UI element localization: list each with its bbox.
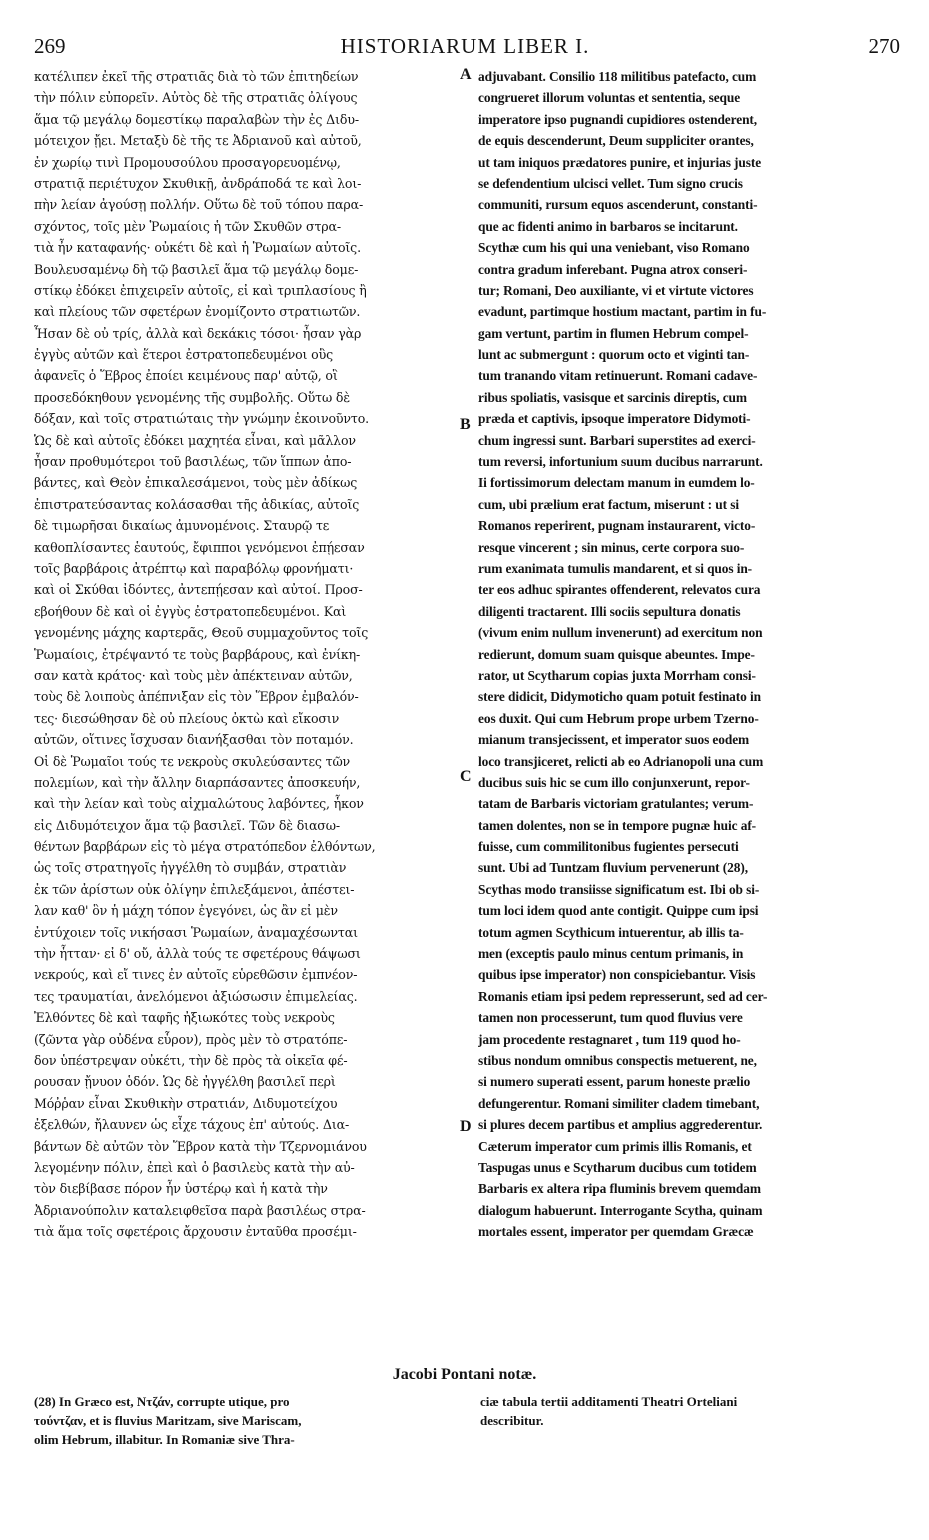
- greek-text-line: Ῥωμαίοις, ἐτρέψαντό τε τοὺς βαρβάρους, καὶ ἐνίκη-: [34, 646, 361, 662]
- latin-text-line: loco transjiceret, relicti ab eo Adrianopoli una cum: [478, 753, 764, 769]
- greek-text-line: καὶ τὴν λείαν καὶ τοὺς αἰχμαλώτους λαβόντες, ἧκον: [34, 796, 364, 812]
- greek-text-line: ἐπιστρατεύσαντας κολάσασθαι τῆς ἀδικίας, αὐτοῖς: [34, 496, 360, 512]
- greek-text-line: ἐγγὺς αὐτῶν καὶ ἕτεροι ἐστρατοπεδευμένοι οὓς: [34, 347, 333, 363]
- latin-text-line: (vivum enim nullum invenerunt) ad exercitum non: [478, 625, 763, 641]
- greek-text-line: τιὰ ἦν καταφανής· οὐκέτι δὲ καὶ ἡ Ῥωμαίων αὐτοῖς.: [34, 240, 361, 256]
- latin-text-line: tamen non processerunt, tum quod fluvius vere: [478, 1010, 743, 1026]
- greek-text-line: καθοπλίσαντες ἑαυτούς, ἔφιπποι γενόμενοι ἐπῄεσαν: [34, 539, 365, 555]
- greek-text-line: δόξαν, καὶ τοῖς στρατιώταις τὴν γνώμην ἐκοινοῦντο.: [34, 411, 370, 427]
- greek-text-line: μότειχον ᾔει. Μεταξὺ δὲ τῆς τε Ἀδριανοῦ καὶ αὐτοῦ,: [34, 133, 362, 149]
- greek-text-line: τιὰ ἅμα τοῖς σφετέροις ἄρχουσιν ἐνταῦθα προσέμι-: [34, 1224, 357, 1240]
- latin-text-line: tum loci idem quod ante contigit. Quippe cum ipsi: [478, 903, 759, 919]
- notes-right-column: [480, 1392, 892, 1430]
- latin-text-line: chum ingressi sunt. Barbari superstites ad exerci-: [478, 432, 756, 448]
- greek-text-line: τοῖς βαρβάροις ἀτρέπτῳ καὶ παραβόλῳ φρονήματι·: [34, 560, 354, 576]
- margin-marker-a: A: [460, 66, 472, 83]
- greek-text-line: νεκρούς, καὶ εἴ τινες ἐν αὐτοῖς εὑρεθῶσιν ἐμπνέον-: [34, 967, 358, 983]
- latin-text-line: quibus ipse imperator) non conspiciebantur. Visis: [478, 967, 756, 983]
- latin-text-line: cum, ubi prælium erat factum, miserunt : ut si: [478, 496, 739, 512]
- greek-text-line: εβοήθουν δὲ καὶ οἱ ἐγγὺς ἐστρατοπεδευμένοι. Καὶ: [34, 603, 347, 619]
- greek-text-line: Ὡς δὲ καὶ αὐτοῖς ἐδόκει μαχητέα εἶναι, καὶ μᾶλλον: [34, 432, 356, 448]
- greek-text-line: γενομένης μάχης καρτερᾶς, Θεοῦ συμμαχοῦντος τοῖς: [34, 625, 369, 641]
- greek-text-line: βάντων δὲ αὐτῶν τὸν Ἕβρον κατὰ τὴν Τζερνομιάνου: [34, 1138, 367, 1154]
- latin-text-line: fuisse, cum commilitonibus fugientes persecuti: [478, 839, 739, 855]
- latin-text-line: tatam de Barbaris victoriam gratulantes; verum-: [478, 796, 754, 812]
- latin-text-line: tum reversi, infortunium suum ducibus narrarunt.: [478, 454, 763, 470]
- margin-marker-d: D: [460, 1118, 472, 1135]
- latin-text-line: que ac fidenti animo in barbaros se incitarunt.: [478, 218, 738, 234]
- greek-text-line: τοὺς δὲ λοιποὺς ἀπέπνιξαν εἰς τὸν Ἕβρον ἐμβαλόν-: [34, 689, 359, 705]
- page-header: [30, 34, 900, 64]
- greek-text-line: κατέλιπεν ἐκεῖ τῆς στρατιᾶς διὰ τὸ τῶν ἐπιτηδείων: [34, 69, 359, 84]
- note-line: τούντζαν, et is fluvius Maritzam, sive Mariscam,: [34, 1413, 302, 1428]
- greek-text-line: προσεδόκηθουν γενομένης τῆς συμβολῆς. Οὕτω δὲ: [34, 389, 350, 405]
- latin-text-line: congrueret illorum voluntas et sententia, seque: [478, 90, 741, 106]
- latin-text-line: diligenti tractarent. Illi sociis sepultura donatis: [478, 603, 741, 619]
- latin-text-line: dialogum habuerunt. Interrogante Scytha, quinam: [478, 1202, 763, 1218]
- latin-text-line: redierunt, domum suam quisque abeuntes. Impe-: [478, 646, 755, 662]
- greek-text-line: ἅμα τῷ μεγάλῳ δομεστίκῳ παραλαβὼν τὴν ἐς Διδυ-: [34, 111, 359, 127]
- margin-marker-b: B: [460, 416, 471, 433]
- greek-text-line: βάντες, καὶ Θεὸν ἐπικαλεσάμενοι, τοὺς μὲν ἀδίκως: [34, 475, 358, 491]
- page-number-right: 270: [868, 34, 900, 58]
- greek-text-line: λαν καθ' ὃν ἡ μάχη τόπον ἐγεγόνει, ὡς ἂν εἰ μὲν: [34, 903, 338, 919]
- latin-text-line: Barbaris ex altera ripa fluminis brevem quemdam: [478, 1181, 761, 1197]
- greek-text-line: Οἱ δὲ Ῥωμαῖοι τούς τε νεκροὺς σκυλεύσαντες τῶν: [34, 753, 351, 769]
- latin-text-line: tur; Romani, Deo auxiliante, vi et virtute victores: [478, 282, 754, 298]
- latin-text-line: adjuvabant. Consilio 118 militibus patefacto, cum: [478, 69, 757, 84]
- greek-text-line: (ζῶντα γὰρ οὐδένα εὗρον), πρὸς μὲν τὸ στρατόπε-: [34, 1031, 348, 1047]
- latin-text-line: totum agmen Scythicum intuerentur, ab illis ta-: [478, 924, 744, 940]
- latin-text-line: rator, ut Scytharum copias juxta Morrham consi-: [478, 667, 756, 683]
- latin-text-line: tum tranando vitam retinuerunt. Romani cadave-: [478, 368, 758, 384]
- page-number-left: 269: [34, 34, 66, 58]
- greek-text-line: ρουσαν ᾔνυον ὁδόν. Ὡς δὲ ἠγγέλθη βασιλεῖ περὶ: [34, 1074, 336, 1090]
- greek-text-line: σαν κατὰ κράτος· καὶ τοὺς μὲν ἀπέκτειναν αὐτῶν,: [34, 667, 353, 683]
- latin-text-line: de equis descenderunt, Deum suppliciter orantes,: [478, 133, 754, 149]
- latin-text-line: defungerentur. Romani similiter cladem timebant,: [478, 1095, 760, 1111]
- greek-text-line: ἀφανεῖς ὁ Ἕβρος ἐποίει κειμένους παρ' αὐτῷ, οἳ: [34, 368, 338, 384]
- latin-text-line: si numero superati essent, parum honeste prælio: [478, 1074, 751, 1090]
- greek-text-column: [34, 66, 460, 1242]
- greek-text-line: Ἐλθόντες δὲ καὶ ταφῆς ἠξιωκότες τοὺς νεκροὺς: [34, 1010, 335, 1026]
- greek-text-line: Ἀδριανούπολιν καταλειφθεῖσα παρὰ βασιλέως στρα-: [34, 1202, 366, 1218]
- greek-text-line: τὴν ἧτταν· εἰ δ' οὔ, ἀλλὰ τούς τε σφετέρους θάψωσι: [34, 946, 361, 962]
- latin-text-line: evadunt, partimque hostium mactant, partim in fu-: [478, 304, 767, 320]
- greek-text-line: καὶ οἱ Σκύθαι ἰδόντες, ἀντεπῄεσαν καὶ αὐτοί. Προσ-: [34, 582, 363, 598]
- latin-text-line: ducibus suis hic se cum illo conjunxerunt, repor-: [478, 774, 750, 790]
- latin-text-line: ut tam iniquos prædatores punire, et injurias juste: [478, 154, 762, 170]
- latin-text-line: tamen dolentes, non se in tempore pugnæ huic af-: [478, 817, 757, 833]
- note-line: describitur.: [480, 1413, 544, 1428]
- greek-text-line: εἰς Διδυμότειχον ἅμα τῷ βασιλεῖ. Τῶν δὲ διασω-: [34, 817, 340, 833]
- latin-text-column: [478, 66, 890, 1242]
- latin-text-line: sunt. Ubi ad Tuntzam fluvium pervenerunt (28),: [478, 860, 748, 876]
- greek-text-line: Βουλευσαμένῳ δὴ τῷ βασιλεῖ ἅμα τῷ μεγάλῳ δομε-: [34, 261, 359, 277]
- greek-text-line: σχόντος, τοῖς μὲν Ῥωμαίοις ἡ τῶν Σκυθῶν στρα-: [34, 218, 342, 234]
- greek-text-line: θέντων βαρβάρων εἰς τὸ μέγα στρατόπεδον ἐλθόντων,: [34, 839, 376, 855]
- greek-text-line: στίκῳ ἐδόκει ἐπιχειρεῖν αὐτοῖς, εἰ καὶ τριπλασίους ἢ: [34, 282, 367, 298]
- greek-text-line: ὡς τοῖς στρατηγοῖς ἠγγέλθη τὸ συμβάν, στρατιὰν: [34, 860, 347, 876]
- greek-text-line: καὶ πλείους τῶν σφετέρων ἐνομίζοντο στρατιωτῶν.: [34, 304, 361, 320]
- greek-text-line: ἐν χωρίῳ τινὶ Προμουσούλου προσαγορευομένῳ,: [34, 154, 341, 170]
- greek-text-line: τες τραυματίαι, ἀνελόμενοι ἀξιώσωσιν ἐπιμελείας.: [34, 988, 358, 1004]
- margin-marker-c: C: [460, 768, 472, 785]
- latin-text-line: Scythæ cum his qui una veniebant, viso Romano: [478, 240, 750, 256]
- greek-text-line: τὸν διεβίβασε πόρον ἦν ὑστέρῳ καὶ ἡ κατὰ τὴν: [34, 1181, 328, 1197]
- latin-text-line: Taspugas unus e Scytharum ducibus cum totidem: [478, 1159, 757, 1175]
- note-line: ciæ tabula tertii additamenti Theatri Orteliani: [480, 1394, 738, 1409]
- latin-text-line: Romanis etiam ipsi pedem represserunt, sed ad cer-: [478, 988, 768, 1004]
- greek-text-line: τὴν πόλιν εὐπορεῖν. Αὐτὸς δὲ τῆς στρατιᾶς ὀλίγους: [34, 90, 358, 106]
- latin-text-line: contra gradum inferebant. Pugna atrox conseri-: [478, 261, 748, 277]
- greek-text-line: Μόῤῥαν εἶναι Σκυθικὴν στρατιάν, Διδυμοτείχου: [34, 1095, 338, 1111]
- greek-text-line: ἐντύχοιεν τοῖς νικήσασι Ῥωμαίων, ἀναμαχέσωνται: [34, 924, 358, 940]
- greek-text-line: ἐξελθών, ἤλαυνεν ὡς εἶχε τάχους ἐπ' αὐτούς. Δια-: [34, 1117, 350, 1133]
- greek-text-line: τες· διεσώθησαν δὲ οὐ πλείους ὀκτὼ καὶ εἴκοσιν: [34, 710, 340, 726]
- latin-text-line: ribus spoliatis, vasisque et sarcinis direptis, cum: [478, 389, 747, 405]
- latin-text-line: stere didicit, Didymoticho quam potuit festinato in: [478, 689, 761, 705]
- greek-text-line: ἦσαν προθυμότεροι τοῦ βασιλέως, τῶν ἵππων ἀπο-: [34, 454, 352, 470]
- latin-text-line: gam vertunt, partim in flumen Hebrum compel-: [478, 325, 749, 341]
- greek-text-line: πὴν λείαν ἀγούσῃ πολλήν. Οὕτω δὲ τοῦ τόπου παρα-: [34, 197, 364, 213]
- latin-text-line: Cæterum imperator cum primis illis Romanis, et: [478, 1138, 752, 1154]
- greek-text-line: ἐκ τῶν ἀρίστων οὐκ ὀλίγην ἐπιλεξάμενοι, ἀπέστει-: [34, 881, 355, 897]
- notes-title: Jacobi Pontani notæ.: [392, 1366, 537, 1383]
- latin-text-line: stibus nondum omnibus conspectis metuerent, ne,: [478, 1052, 757, 1068]
- greek-text-line: δον ὑπέστρεψαν οὐκέτι, τὴν δὲ πρὸς τὰ οἰκεῖα φέ-: [34, 1052, 348, 1068]
- latin-text-line: præda et captivis, ipsoque imperatore Didymoti-: [478, 411, 751, 427]
- latin-text-line: se defendentium ulcisci vellet. Tum signo crucis: [478, 175, 743, 191]
- greek-text-line: πολεμίων, καὶ τὴν ἄλλην διαρπάσαντες ἀποσκευήν,: [34, 774, 361, 790]
- notes-left-column: [34, 1392, 454, 1449]
- greek-text-line: λεγομένην πόλιν, ἐπεὶ καὶ ὁ βασιλεὺς κατὰ τὴν αὐ-: [34, 1159, 355, 1175]
- latin-text-line: imperatore ipso pugnandi cupidiores ostenderent,: [478, 111, 758, 127]
- greek-text-line: δὲ τιμωρῆσαι δικαίως ἀμυνομένοις. Σταυρῷ τε: [34, 518, 330, 534]
- running-title: HISTORIARUM LIBER I.: [340, 34, 590, 58]
- latin-text-line: Romanos reperirent, pugnam instaurarent, victo-: [478, 518, 756, 534]
- latin-text-line: eos duxit. Qui cum Hebrum prope urbem Tzerno-: [478, 710, 759, 726]
- greek-text-line: αὐτῶν, οἵτινες ἴσχυσαν διανήξασθαι τὸν ποταμόν.: [34, 732, 354, 748]
- latin-text-line: ter eos adhuc spirantes offenderent, relevatos cura: [478, 582, 761, 598]
- latin-text-line: jam procedente restagnaret , tum 119 quod ho-: [478, 1031, 741, 1047]
- latin-text-line: Scythas modo transiisse significatum est. Ibi ob si-: [478, 881, 760, 897]
- greek-text-line: Ἦσαν δὲ οὐ τρίς, ἀλλὰ καὶ δεκάκις τόσοι· ἦσαν γὰρ: [34, 325, 362, 341]
- latin-text-line: mortales essent, imperator per quemdam Græcæ: [478, 1224, 754, 1240]
- latin-text-line: lunt ac submergunt : quorum octo et viginti tan-: [478, 347, 750, 363]
- latin-text-line: Ii fortissimorum delectam manum in eumdem lo-: [478, 475, 755, 491]
- latin-text-line: rum exanimata tumulis mandarent, et si quos in-: [478, 560, 753, 576]
- note-line: olim Hebrum, illabitur. In Romaniæ sive Thra-: [34, 1432, 295, 1447]
- latin-text-line: men (exceptis paulo minus centum primanis, in: [478, 946, 744, 962]
- latin-text-line: communiti, rursum equos ascenderunt, constanti-: [478, 197, 758, 213]
- note-line: (28) In Græco est, Ντζάν, corrupte utique, pro: [34, 1394, 290, 1409]
- latin-text-line: si plures decem partibus et amplius aggrederentur.: [478, 1117, 763, 1133]
- greek-text-line: στρατιᾷ περιέτυχον Σκυθικῇ, ἀνδράποδά τε καὶ λοι-: [34, 175, 362, 191]
- latin-text-line: resque vincerent ; sin minus, certe corpora suo-: [478, 539, 745, 555]
- latin-text-line: mianum transjecissent, et imperator suos eodem: [478, 732, 750, 748]
